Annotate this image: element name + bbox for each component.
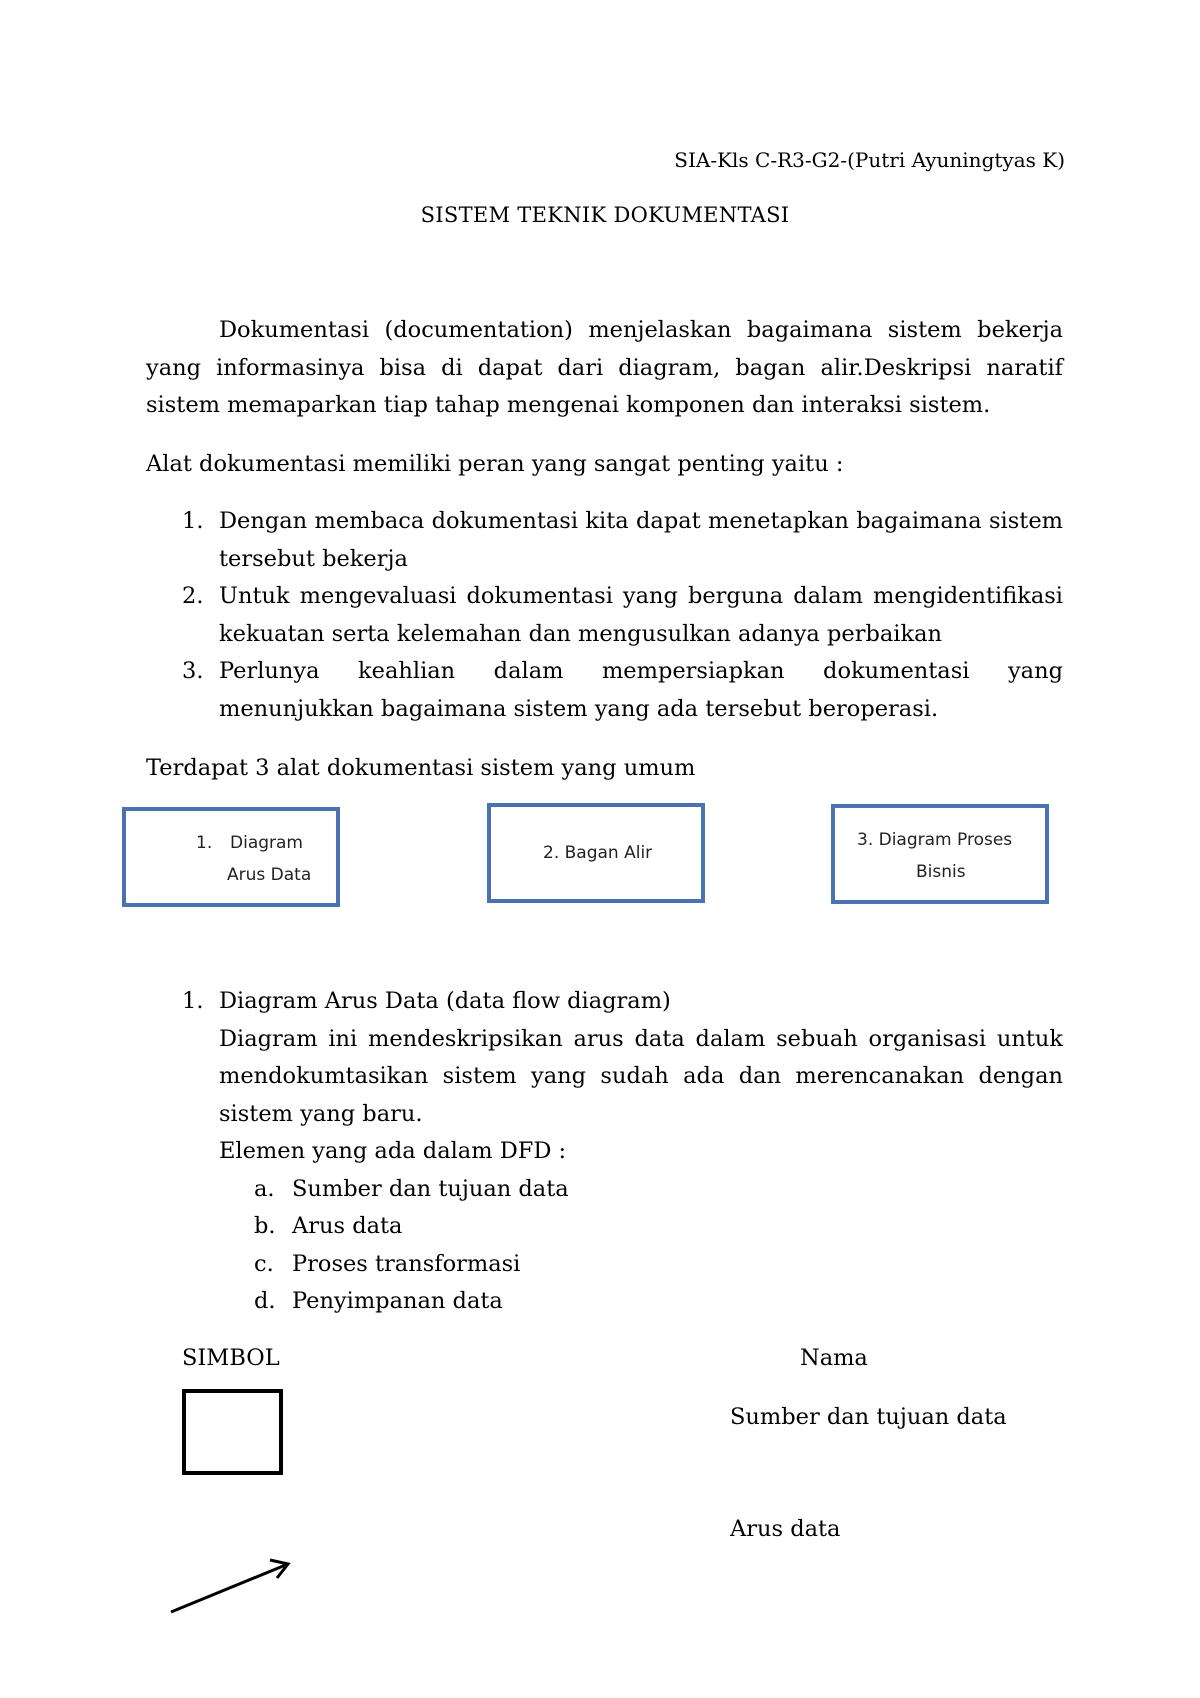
list-item [219, 1246, 1063, 1284]
tool-box-data-flow-diagram [122, 807, 340, 907]
list-item [219, 1171, 1063, 1209]
list-item [219, 1208, 1063, 1246]
symbol-column-header: SIMBOL [182, 1345, 280, 1371]
list-text: Untuk mengevaluasi dokumentasi yang berguna dalam mengidentifikasi kekuatan serta kelemahan dan mengusulkan adanya perbaikan [219, 583, 1063, 647]
tool-box-label-line2: Bisnis [916, 862, 966, 882]
list-text-line1: Perlunya keahlian dalam mempersiapkan dokumentasi yang [219, 658, 1063, 684]
roles-list [146, 503, 1063, 728]
list-item [146, 503, 1063, 578]
tool-box-label: 2. Bagan Alir [543, 843, 653, 863]
intro-paragraph: Dokumentasi (documentation) menjelaskan bagaimana sistem bekerja yang informasinya bisa di dapat dari diagram, bagan alir.Deskripsi naratif sistem memaparkan tiap tahap mengenai komponen dan interaksi sistem. [146, 317, 1063, 418]
tool-box-flowchart [487, 803, 705, 903]
tool-box-label-line2: Arus Data [227, 865, 312, 885]
section-description: Diagram ini mendeskripsikan arus data dalam sebuah organisasi untuk mendokumtasikan sistem yang sudah ada dan merencanakan dengan sistem yang baru. [219, 1025, 1063, 1127]
name-column-header: Nama [800, 1345, 868, 1371]
list-number: 2. [182, 583, 204, 609]
list-letter: a. [254, 1175, 275, 1202]
list-text: Arus data [292, 1213, 403, 1239]
list-item [146, 653, 1063, 728]
list-letter: b. [254, 1213, 276, 1239]
section-heading-item [146, 983, 1063, 1021]
section-number: 1. [182, 988, 204, 1014]
roles-intro: Alat dokumentasi memiliki peran yang sangat penting yaitu : [146, 451, 844, 477]
list-text: Dengan membaca dokumentasi kita dapat menetapkan bagaimana sistem tersebut bekerja [219, 508, 1063, 572]
document-title: SISTEM TEKNIK DOKUMENTASI [420, 203, 790, 227]
symbol-name: Arus data [730, 1516, 841, 1542]
list-letter: d. [254, 1288, 276, 1314]
section-data-flow-diagram [146, 983, 1063, 1321]
list-text: Sumber dan tujuan data [292, 1175, 569, 1202]
tools-intro: Terdapat 3 alat dokumentasi sistem yang umum [146, 755, 696, 781]
tool-box-label: Diagram [230, 833, 303, 853]
list-number: 3. [182, 658, 204, 684]
document-header: SIA-Kls C-R3-G2-(Putri Ayuningtyas K) [674, 148, 1065, 172]
elements-list [146, 1171, 1063, 1321]
list-text: Proses transformasi [292, 1250, 521, 1277]
list-item [146, 578, 1063, 653]
list-text-line2: menunjukkan bagaimana sistem yang ada tersebut beroperasi. [219, 695, 939, 722]
tool-box-label: 3. Diagram Proses [857, 830, 1013, 850]
symbol-name: Sumber dan tujuan data [730, 1404, 1007, 1430]
list-number: 1. [182, 508, 204, 534]
list-item [219, 1283, 1063, 1321]
tool-box-number: 1. [196, 833, 213, 853]
arrow-symbol-icon [160, 1550, 300, 1620]
list-text: Penyimpanan data [292, 1288, 503, 1314]
section-heading: Diagram Arus Data (data flow diagram) [219, 988, 671, 1014]
square-symbol-icon [182, 1389, 283, 1475]
elements-intro: Elemen yang ada dalam DFD : [219, 1138, 567, 1164]
list-letter: c. [254, 1250, 274, 1277]
tool-box-business-process-diagram [831, 804, 1049, 904]
